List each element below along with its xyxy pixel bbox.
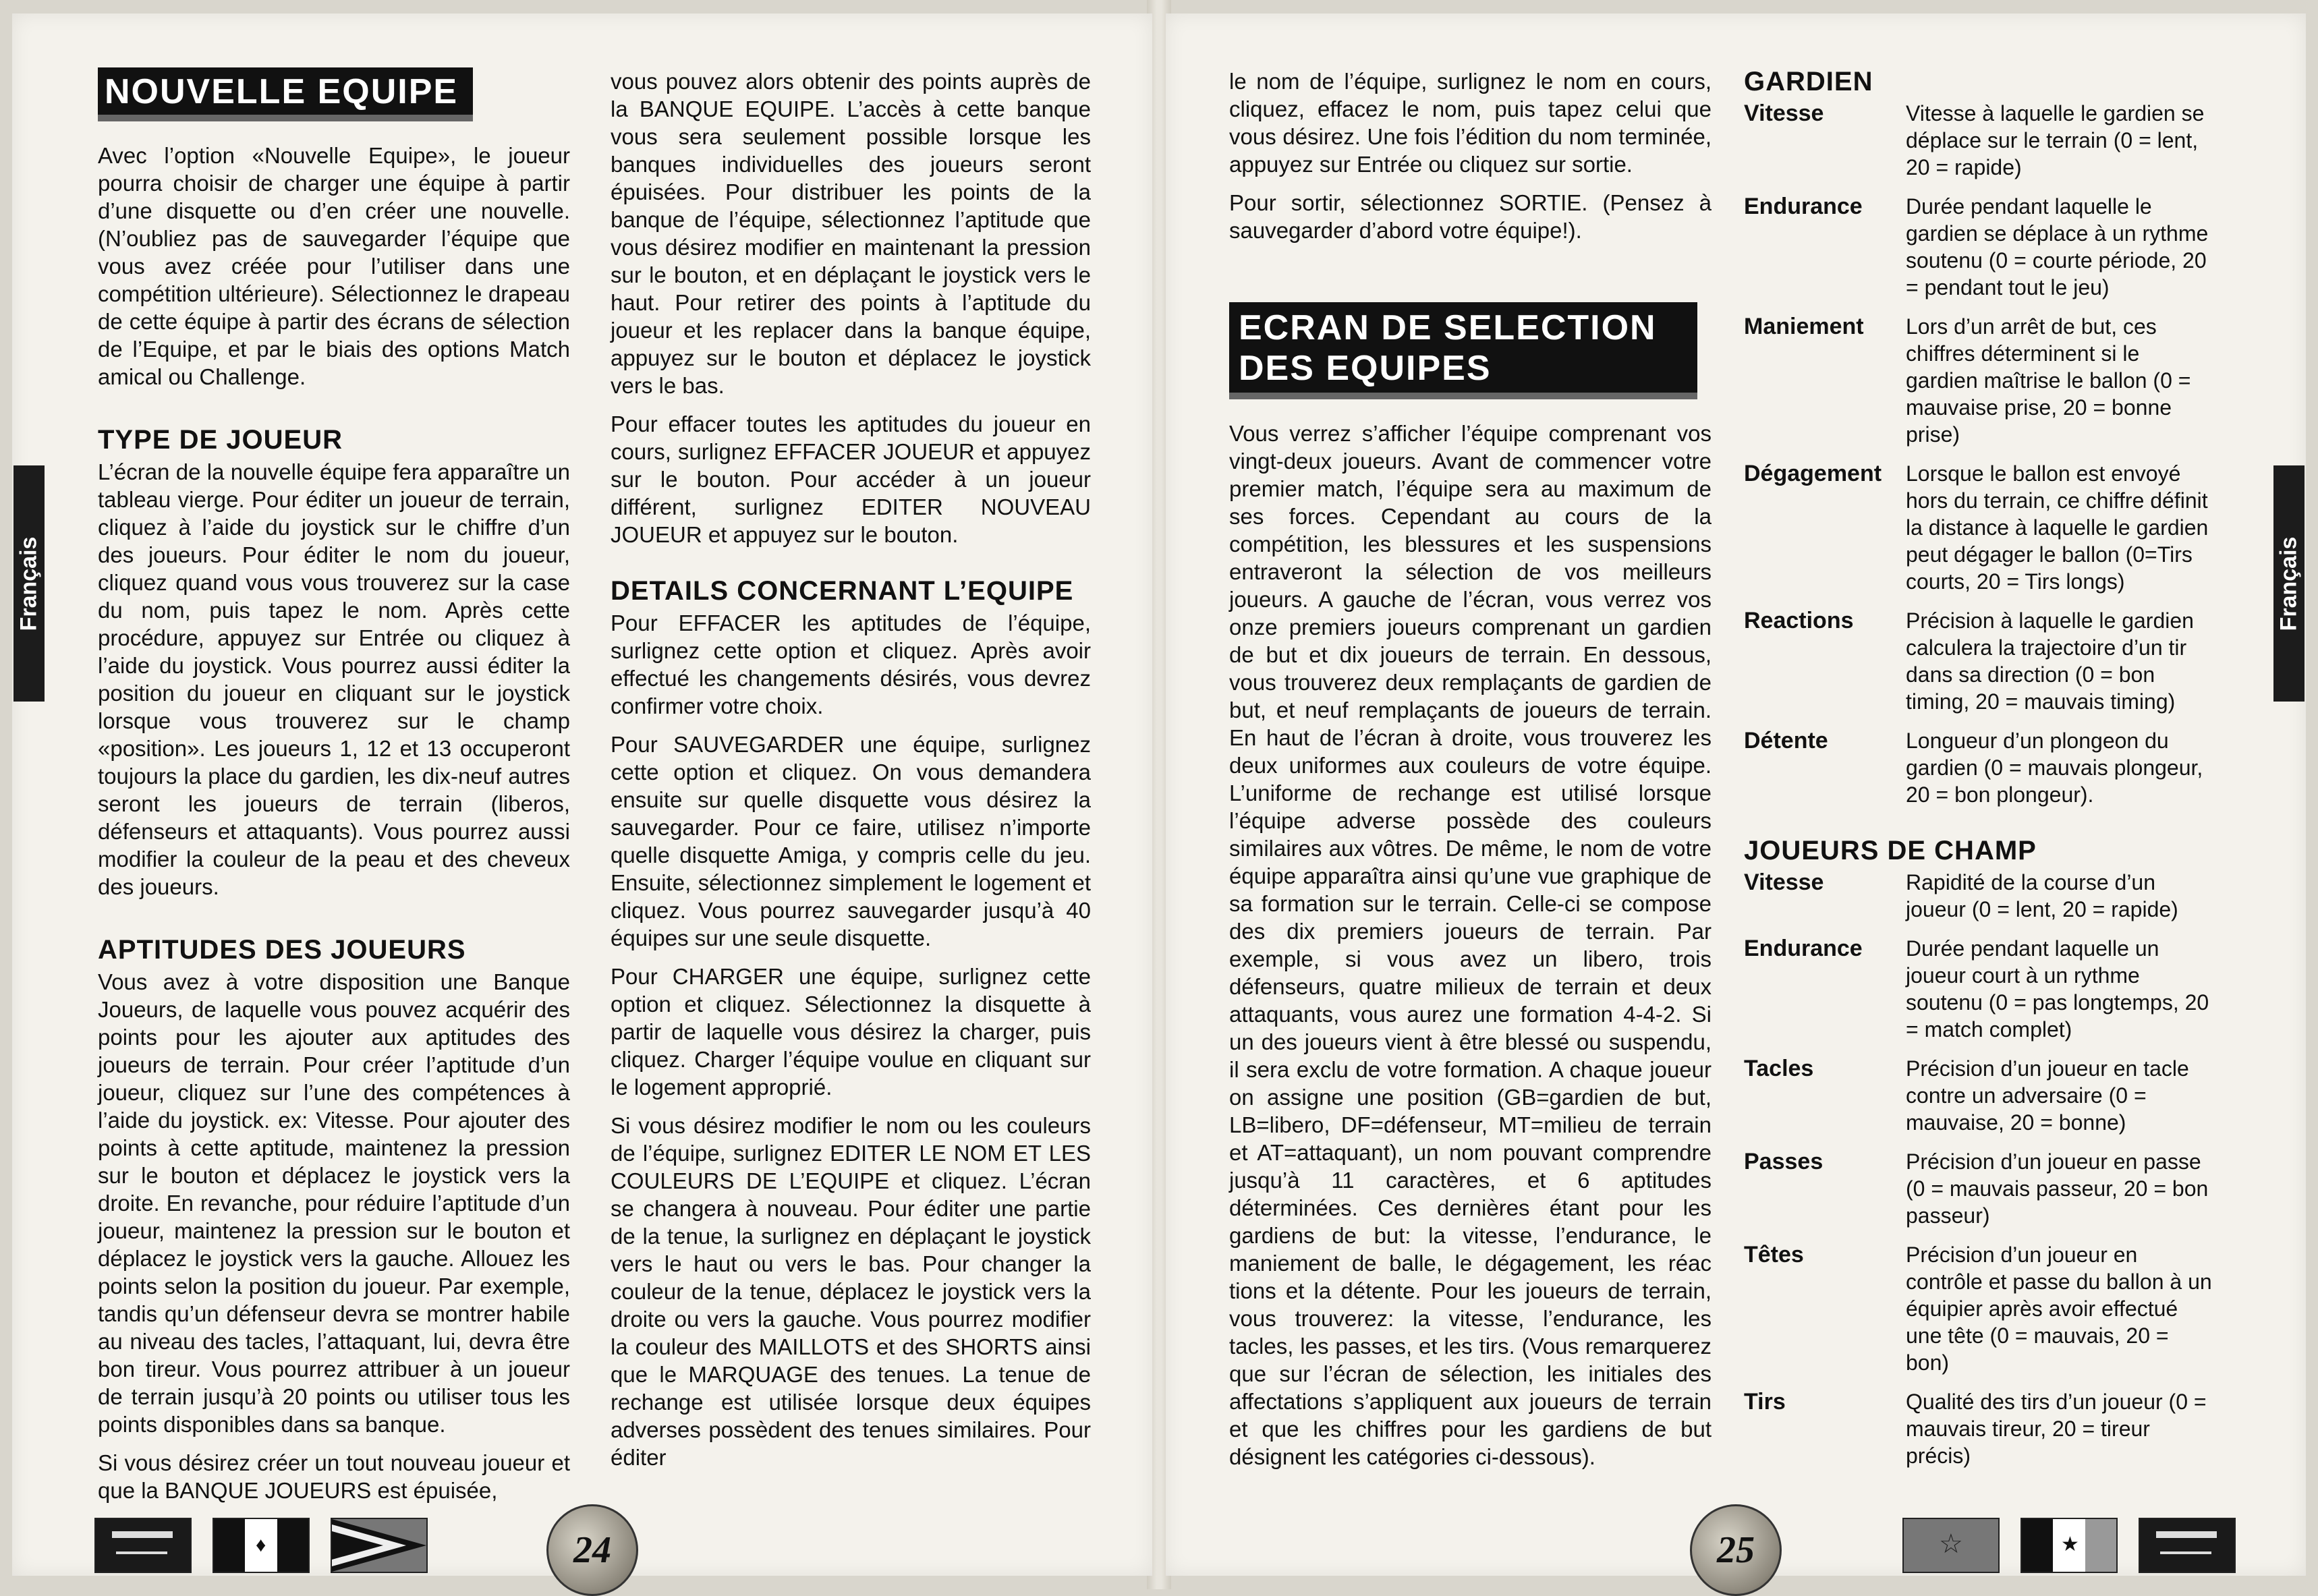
stat-description: Qualité des tirs d’un joueur (0 = mauvais tireur, 20 = tireur précis) — [1906, 1390, 2207, 1468]
flag-icon: ★ — [2020, 1518, 2118, 1573]
heading-joueurs-de-champ: JOUEURS DE CHAMP — [1744, 836, 2037, 865]
flag-icon: ☆ — [1902, 1518, 2000, 1573]
stat-name: Endurance — [1744, 194, 1863, 219]
stat-description: Rapidité de la course d’un joueur (0 = lent, 20 = rapide) — [1906, 870, 2178, 921]
left-column-2 — [611, 67, 1091, 1482]
flag-icon: ♦ — [213, 1518, 310, 1573]
stat-description: Vitesse à laquelle le gardien se déplace sur le terrain (0 = lent, 20 = rapide) — [1906, 101, 2205, 179]
paragraph: Si vous désirez créer un tout nouveau joueur et que la BANQUE JOUEURS est épuisée, — [98, 1450, 570, 1503]
paragraph: Avec l’option «Nouvelle Equipe», le joueur pourra choisir de charger une équipe à partir d’une disquette ou d’en créer une nouvelle. (N’oubliez pas de sauvegarder l’équipe que vous avez créée pour l’utiliser dans une compétition ultérieure). Sélectionnez le drapeau de cette équipe à partir des écrans de sélection de l’Equipe, et par le biais des options Match amical ou Challenge. — [98, 143, 570, 389]
stat-description: Lors d’un arrêt de but, ces chiffres déterminent si le gardien maîtrise le ballon (0 = mauvaise prise, 20 = bonne prise) — [1906, 314, 2191, 447]
page-number-ball: 24 — [546, 1504, 638, 1596]
stat-row — [1744, 935, 2216, 1043]
stat-description: Précision d’un joueur en contrôle et passe du ballon à un équipier après avoir effectué une tête (0 = mauvais, 20 = bon) — [1906, 1243, 2212, 1375]
paragraph: Pour EFFACER les aptitudes de l’équipe, surlignez cette option et cliquez. Après avoir effectué les changements désirés, vous devrez confirmer votre choix. — [611, 610, 1091, 718]
stat-description: Précision d’un joueur en passe (0 = mauvais passeur, 20 = bon passeur) — [1906, 1149, 2209, 1228]
paragraph: L’écran de la nouvelle équipe fera apparaître un tableau vierge. Pour éditer un joueur de terrain, cliquez à l’aide du joystick sur le chiffre d’un des joueurs. Pour éditer le nom du joueur, cliquez quand vous vous trouverez sur la case du nom, puis tapez le nom. Après cette procédure, appuyez sur Entrée ou cliquez à l’aide du joystick. Vous pourrez aussi éditer la position du joueur en cliquant sur le joystick lorsque vous trouverez sur le champ «position». Les joueurs 1, 12 et 13 occuperont toujours la place du gardien, les dix-neuf autres seront les joueurs de terrain (liberos, défenseurs et attaquants). Vous pourrez aussi modifier la couleur de la peau et des cheveux des joueurs. — [98, 459, 570, 899]
stat-name: Vitesse — [1744, 101, 1824, 126]
heading-type-de-joueur: TYPE DE JOUEUR — [98, 425, 343, 455]
stat-row — [1744, 1055, 2216, 1136]
stat-name: Dégagement — [1744, 461, 1882, 486]
language-tab-right: Français — [2273, 465, 2305, 702]
flag-icon — [331, 1518, 428, 1573]
stat-description: Durée pendant laquelle un joueur court à un rythme soutenu (0 = pas longtemps, 20 = match complet) — [1906, 936, 2209, 1042]
stat-row — [1744, 607, 2216, 715]
stat-description: Précision à laquelle le gardien calculera la trajectoire d’un tir dans sa direction (0 = bon timing, 20 = mauvais timing) — [1906, 608, 2194, 714]
right-column-1 — [1229, 67, 1712, 1481]
stat-row — [1744, 1388, 2216, 1469]
paragraph: Pour sortir, sélectionnez SORTIE. (Pensez à sauvegarder d’abord votre équipe!). — [1229, 190, 1712, 243]
paragraph: Pour effacer toutes les aptitudes du joueur en cours, surlignez EFFACER JOUEUR et appuyez sur le bouton. Pour accéder à un joueur différent, surlignez EDITER NOUVEAU JOUEUR et appuyez sur le bouton. — [611, 411, 1091, 547]
stat-name: Têtes — [1744, 1242, 1804, 1267]
stat-row — [1744, 460, 2216, 595]
stat-description: Longueur d’un plongeon du gardien (0 = mauvais plongeur, 20 = bon plongeur). — [1906, 729, 2203, 807]
right-column-2 — [1744, 66, 2216, 1481]
heading-details-equipe: DETAILS CONCERNANT L’EQUIPE — [611, 576, 1074, 606]
paragraph: Vous verrez s’afficher l’équipe comprenant vos vingt-deux joueurs. Avant de commencer votre premier match, l’équipe sera au maximum de ses forces. Cependant au cours de la compétition, les blessures et les suspensions entraveront la sélection de vos meilleurs joueurs. A gauche de l’écran, vous verrez vos onze premiers joueurs comprenant un gardien de but et dix joueurs de terrain. En dessous, vous trouverez deux remplaçants de gardien de but, et neuf remplaçants de joueurs de terrain. En haut de l’écran à droite, vous trouverez les deux uniformes aux couleurs de votre équipe. L’uniforme de rechange est utilisé lorsque l’équipe adverse possède des couleurs similaires aux vôtres. De même, le nom de votre équipe apparaîtra ainsi qu’une vue graphique de sa formation sur le terrain. Celle-ci se compose des dix premiers joueurs de terrain. Par exemple, si vous avez un libero, trois défenseurs, quatre milieux de terrain et deux attaquants, vous aurez une formation 4-4-2. Si un des joueurs vient à être blessé ou suspendu, il sera exclu de votre formation. A chaque joueur on assigne une position (GB=gardien de but, LB=libero, DF=défenseur, MT=milieu de terrain et AT=attaquant), un nom pouvant comprendre jusqu’à 11 caractères, et 6 aptitudes déterminées. Ces dernières étant pour les gardiens de but: la vitesse, l’endurance, le maniement de balle, le dégagement, les réac tions et la détente. Pour les joueurs de terrain, vous trouverez: la vitesse, l’endurance, les tacles, les passes, et les tirs. (Vous remarquerez que sur l’écran de sélection, les initiales des affectations s’appliquent aux joueurs de terrain et que les chiffres pour les gardiens de but désignent les catégories ci-dessous). — [1229, 421, 1712, 1469]
paragraph: vous pouvez alors obtenir des points auprès de la BANQUE EQUIPE. L’accès à cette banque vous sera seulement possible lorsque les banques individuelles des joueurs seront épuisées. Pour distribuer les points de la banque de l’équipe, sélectionnez l’aptitude que vous désirez modifier en maintenant la pression sur le bouton, et en déplaçant le joystick vers le haut. Pour retirer des points à l’aptitude du joueur et les replacer dans la banque équipe, appuyez sur le bouton et déplacez le joystick vers le bas. — [611, 69, 1091, 398]
flag-icon — [94, 1518, 192, 1573]
champ-stats-list — [1744, 869, 2216, 1469]
stat-row — [1744, 100, 2216, 181]
paragraph: Vous avez à votre disposition une Banque Joueurs, de laquelle vous pouvez acquérir des points pour les ajouter aux aptitudes des joueurs de terrain. Pour créer l’aptitude d’un joueur, cliquez sur l’une des compétences à l’aide du joystick. ex: Vitesse. Pour ajouter des points à cette aptitude, maintenez la pression sur le bouton et déplacez le joystick vers la droite. En revanche, pour réduire l’aptitude d’un joueur, maintenez la pression sur le bouton et déplacez le joystick vers la gauche. Allouez les points selon la position du joueur. Par exemple, tandis qu’un défenseur devra se montrer habile au niveau des tacles, l’attaquant, lui, devra être bon tireur. Vous pourrez attribuer à un joueur de terrain jusqu’à 20 points ou utiliser tous les points disponibles dans sa banque. — [98, 969, 570, 1437]
gardien-stats-list — [1744, 100, 2216, 808]
stat-name: Reactions — [1744, 608, 1854, 633]
stat-description: Durée pendant laquelle le gardien se déplace à un rythme soutenu (0 = courte période, 20 = pendant tout le jeu) — [1906, 194, 2209, 300]
stat-name: Tirs — [1744, 1389, 1786, 1415]
language-tab-left: Français — [13, 465, 45, 702]
section-title-ecran-selection: ECRAN DE SELECTION DES EQUIPES — [1229, 302, 1697, 399]
stat-row — [1744, 727, 2216, 808]
paragraph: Pour CHARGER une équipe, surlignez cette option et cliquez. Sélectionnez la disquette à partir de laquelle vous désirez la charger, puis cliquez. Charger l’équipe voulue en cliquant sur le logement approprié. — [611, 964, 1091, 1100]
stat-description: Précision d’un joueur en tacle contre un adversaire (0 = mauvaise, 20 = bonne) — [1906, 1056, 2189, 1135]
stat-row — [1744, 1148, 2216, 1229]
stat-row — [1744, 193, 2216, 301]
stat-row — [1744, 1241, 2216, 1376]
heading-gardien: GARDIEN — [1744, 67, 1873, 96]
heading-aptitudes: APTITUDES DES JOUEURS — [98, 935, 466, 965]
page-number-ball: 25 — [1690, 1504, 1782, 1596]
stat-name: Endurance — [1744, 936, 1863, 961]
stat-name: Vitesse — [1744, 870, 1824, 895]
stat-name: Détente — [1744, 728, 1828, 753]
flag-icon — [2139, 1518, 2236, 1573]
stat-name: Tacles — [1744, 1056, 1814, 1081]
stat-description: Lorsque le ballon est envoyé hors du terrain, ce chiffre définit la distance à laquelle le gardien peut dégager le ballon (0=Tirs courts, 20 = Tirs longs) — [1906, 461, 2209, 594]
stat-row — [1744, 869, 2216, 923]
paragraph: Pour SAUVEGARDER une équipe, surlignez cette option et cliquez. On vous demandera ensuite sur quelle disquette vous désirez la sauvegarder. Pour ce faire, utilisez n’importe quelle disquette Amiga, y compris celle du jeu. Ensuite, sélectionnez simplement le logement et cliquez. Vous pourrez sauvegarder jusqu’à 40 équipes sur une seule disquette. — [611, 732, 1091, 950]
stat-name: Maniement — [1744, 314, 1864, 339]
paragraph: le nom de l’équipe, surlignez le nom en cours, cliquez, effacez le nom, puis tapez celui que vous désirez. Une fois l’édition du nom terminée, appuyez sur Entrée ou cliquez sur sortie. — [1229, 69, 1712, 177]
paragraph: Si vous désirez modifier le nom ou les couleurs de l’équipe, surlignez EDITER LE NOM ET LES COULEURS DE L’EQUIPE et cliquez. L’écran se changera à nouveau. Pour éditer une partie de la tenue, la surlignez en déplaçant le joystick vers le haut ou vers le bas. Pour changer la couleur de la tenue, déplacez le joystick vers la droite ou vers la gauche. Vous pourrez modifier la couleur des MAILLOTS et des SHORTS ainsi que le MARQUAGE des tenues. La tenue de rechange est utilisée lorsque deux équipes adverses possèdent des tenues similaires. Pour éditer — [611, 1113, 1091, 1470]
left-column-1 — [98, 67, 570, 1515]
section-title-nouvelle-equipe: NOUVELLE EQUIPE — [98, 67, 473, 121]
stat-row — [1744, 313, 2216, 448]
stat-name: Passes — [1744, 1149, 1824, 1174]
